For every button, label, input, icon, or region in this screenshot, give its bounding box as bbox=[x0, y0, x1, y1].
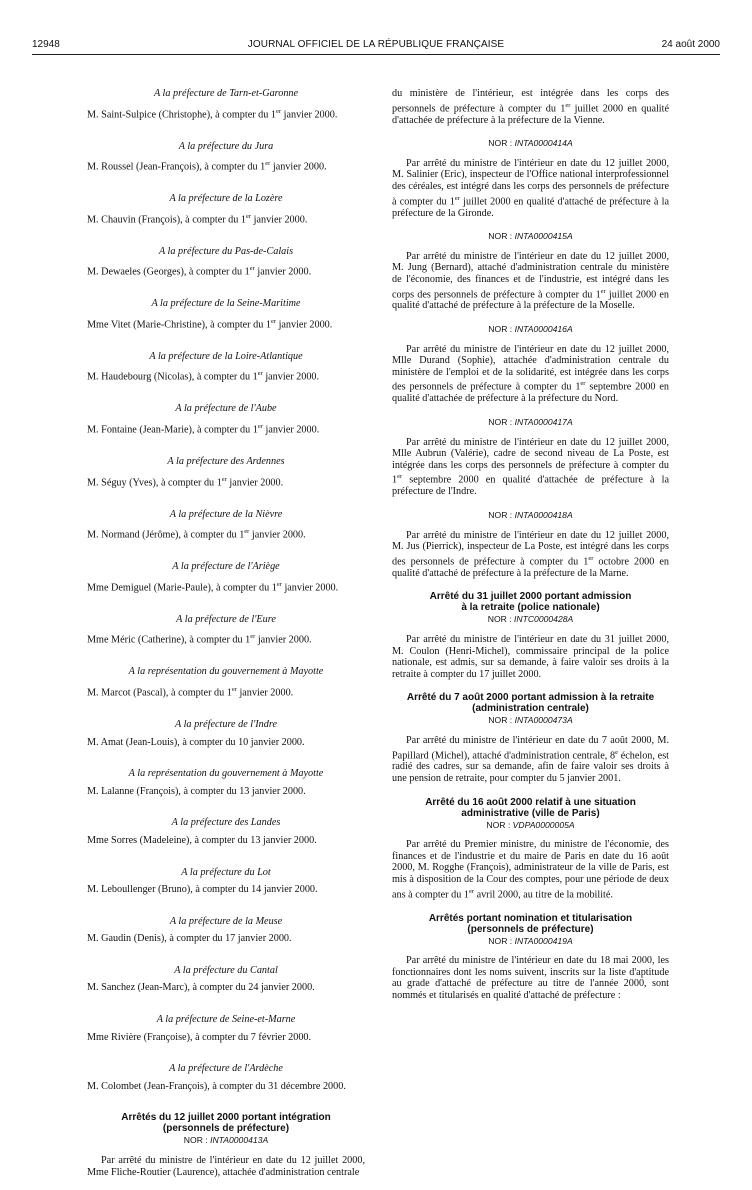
decree-paragraph: Par arrêté du ministre de l'intérieur en date du 18 mai 2000, les fonctionnaires dont les noms suivent, inscrits sur la liste d'aptitude au grade d'attaché de préfecture au titre de l'année 2000, sont nommés et titularisés en qualité d'attaché de préfecture : bbox=[392, 955, 669, 1001]
journal-title: JOURNAL OFFICIEL DE LA RÉPUBLIQUE FRANÇAISE bbox=[247, 39, 505, 50]
decree-paragraph: Par arrêté du ministre de l'intérieur en date du 12 juillet 2000, Mlle Aubrun (Valérie), cadre de second niveau de La Poste, est intégrée dans les corps des personnels de préfecture à compter du 1er septembre 2000 en qualité d'attachée de préfecture à la préfecture de l'Indre. bbox=[392, 436, 669, 498]
decree-paragraph: Par arrêté du ministre de l'intérieur en date du 12 juillet 2000, Mlle Durand (Sophie), attachée d'administration centrale du ministère de l'emploi et de la solidarité, est intégrée dans les corps des personnels de préfecture à compter du 1er septembre 2000 en qualité d'attachée de préfecture à la préfecture du Nord. bbox=[392, 343, 669, 405]
entry-text: M. Haudebourg (Nicolas), à compter du 1er janvier 2000. bbox=[87, 370, 320, 383]
decree-paragraph: Par arrêté du Premier ministre, du ministre de l'économie, des finances et de l'industrie et du maire de Paris en date du 16 août 2000, M. Rogghe (François), administrateur de la ville de Paris, est mis à disposition de la Cour des comptes, pour une période de deux ans à compter du 1er avril 2000, au titre de la mobilité. bbox=[392, 839, 669, 901]
entry-text: Mme Méric (Catherine), à compter du 1er janvier 2000. bbox=[87, 633, 312, 646]
nor-reference: NOR : INTA0000417A bbox=[488, 417, 573, 428]
entry-text: M. Dewaeles (Georges), à compter du 1er janvier 2000. bbox=[87, 265, 312, 278]
entry-text: M. Leboullenger (Bruno), à compter du 14 janvier 2000. bbox=[87, 884, 318, 896]
entry-heading: A la préfecture du Jura bbox=[178, 140, 274, 152]
section-title: Arrêté du 16 août 2000 relatif à une situation administrative (ville de Paris) bbox=[425, 796, 636, 819]
decree-paragraph: Par arrêté du ministre de l'intérieur en date du 12 juillet 2000, M. Jung (Bernard), attaché d'administration centrale du ministère de l'économie, des finances et de l'industrie, est intégré dans les corps des personnels de préfecture à compter du 1er juillet 2000 en qualité d'attaché de préfecture à la préfecture de la Moselle. bbox=[392, 250, 670, 312]
right-column bbox=[392, 88, 669, 1014]
entry-text: M. Roussel (Jean-François), à compter du 1er janvier 2000. bbox=[87, 160, 327, 173]
entry-heading: A la préfecture de Tarn-et-Garonne bbox=[153, 88, 299, 99]
nor-reference: NOR : INTA0000418A bbox=[488, 509, 573, 520]
entry-text: Mme Rivière (Françoise), à compter du 7 février 2000. bbox=[87, 1031, 312, 1043]
entry-heading: A la préfecture de l'Indre bbox=[175, 718, 277, 730]
entry-text: M. Lalanne (François), à compter du 13 janvier 2000. bbox=[87, 785, 306, 797]
entry-heading: A la préfecture de la Meuse bbox=[169, 915, 283, 927]
entry-text: M. Normand (Jérôme), à compter du 1er janvier 2000. bbox=[87, 528, 306, 541]
integration-decrees bbox=[392, 138, 669, 579]
entry-heading: A la représentation du gouvernement à Mayotte bbox=[128, 768, 324, 780]
entry-text: M. Séguy (Yves), à compter du 1er janvier 2000. bbox=[87, 475, 284, 489]
entry-text: M. Colombet (Jean-François), à compter du 31 décembre 2000. bbox=[87, 1080, 346, 1092]
left-column bbox=[87, 88, 365, 1190]
other-decrees bbox=[392, 591, 669, 1001]
nor-reference: NOR : INTA0000414A bbox=[488, 138, 573, 149]
section-title: Arrêtés portant nomination et titularisation (personnels de préfecture) bbox=[428, 912, 633, 935]
decree-paragraph: Par arrêté du ministre de l'intérieur en date du 12 juillet 2000, Mme Fliche-Routier (Laurence), attachée d'administration centrale bbox=[87, 1155, 365, 1178]
nor-reference: NOR : INTA0000416A bbox=[488, 324, 573, 335]
section-title: Arrêté du 31 juillet 2000 portant admission à la retraite (police nationale) bbox=[429, 591, 632, 614]
section-title: Arrêté du 7 août 2000 portant admission à la retraite (administration centrale) bbox=[406, 692, 655, 715]
entry-text: M. Fontaine (Jean-Marie), à compter du 1er janvier 2000. bbox=[87, 423, 320, 436]
entry-heading: A la préfecture de l'Ardèche bbox=[169, 1063, 283, 1075]
entry-text: M. Gaudin (Denis), à compter du 17 janvier 2000. bbox=[87, 933, 292, 945]
section-title: Arrêtés du 12 juillet 2000 portant intégration (personnels de préfecture) bbox=[121, 1112, 331, 1135]
entry-heading: A la préfecture des Landes bbox=[171, 817, 281, 829]
nor-reference: NOR : INTA0000419A bbox=[488, 935, 573, 946]
entry-text: Mme Vitet (Marie-Christine), à compter du 1er janvier 2000. bbox=[87, 317, 333, 331]
entry-heading: A la préfecture de Seine-et-Marne bbox=[156, 1014, 296, 1026]
entry-heading: A la préfecture du Lot bbox=[181, 866, 271, 878]
appointment-list bbox=[87, 88, 365, 1092]
issue-date: 24 août 2000 bbox=[661, 39, 720, 50]
entry-text: Mme Demiguel (Marie-Paule), à compter du 1er janvier 2000. bbox=[87, 580, 339, 594]
nor-reference: NOR : INTA0000415A bbox=[488, 231, 573, 242]
entry-heading: A la préfecture de la Seine-Maritime bbox=[151, 298, 301, 310]
nor-reference: NOR : INTA0000473A bbox=[488, 715, 573, 726]
page-header bbox=[32, 39, 720, 53]
entry-heading: A la préfecture de la Loire-Atlantique bbox=[149, 350, 303, 362]
decree-paragraph: Par arrêté du ministre de l'intérieur en date du 12 juillet 2000, M. Salinier (Eric), inspecteur de l'Office national interprofessionnel des céréales, est intégré dans les corps des personnels de préfecture à compter du 1er juillet 2000 en qualité d'attaché de préfecture à la préfecture de la Gironde. bbox=[392, 157, 669, 219]
entry-heading: A la préfecture de la Lozère bbox=[169, 193, 283, 205]
entry-heading: A la préfecture de l'Ariège bbox=[172, 561, 280, 573]
decree-paragraph: Par arrêté du ministre de l'intérieur en date du 12 juillet 2000, M. Jus (Pierrick), inspecteur de La Poste, est intégré dans les corps des personnels de préfecture à compter du 1er octobre 2000 en qualité d'attaché de préfecture à la préfecture de la Marne. bbox=[392, 529, 669, 579]
nor-reference: NOR : INTA0000413A bbox=[183, 1135, 269, 1146]
entry-text: Mme Sorres (Madeleine), à compter du 13 janvier 2000. bbox=[87, 834, 317, 846]
page-number: 12948 bbox=[32, 39, 60, 50]
entry-heading: A la préfecture du Cantal bbox=[174, 964, 278, 976]
entry-text: M. Marcot (Pascal), à compter du 1er janvier 2000. bbox=[87, 685, 294, 699]
decree-paragraph: Par arrêté du ministre de l'intérieur en date du 7 août 2000, M. Papillard (Michel), attaché d'administration centrale, 8e échelon, est radié des cadres, sur sa demande, afin de faire valoir ses droits à une pension de retraite, pour compter du 5 janvier 2001. bbox=[392, 734, 669, 785]
entry-text: M. Amat (Jean-Louis), à compter du 10 janvier 2000. bbox=[87, 736, 305, 748]
section-integration bbox=[87, 1112, 365, 1178]
entry-heading: A la préfecture du Pas-de-Calais bbox=[158, 245, 294, 257]
continued-paragraph: du ministère de l'intérieur, est intégrée dans les corps des personnels de préfecture à compter du 1er juillet 2000 en qualité d'attachée de préfecture à la préfecture de la Vienne. bbox=[392, 88, 669, 126]
entry-text: M. Sanchez (Jean-Marc), à compter du 24 janvier 2000. bbox=[87, 982, 315, 994]
entry-text: M. Chauvin (François), à compter du 1er janvier 2000. bbox=[87, 212, 308, 226]
header-rule bbox=[32, 54, 720, 55]
entry-heading: A la préfecture de l'Eure bbox=[176, 613, 276, 625]
entry-heading: A la préfecture des Ardennes bbox=[167, 456, 285, 468]
entry-heading: A la préfecture de la Nièvre bbox=[169, 508, 283, 520]
nor-reference: NOR : VDPA0000005A bbox=[486, 819, 575, 830]
entry-text: M. Saint-Sulpice (Christophe), à compter du 1er janvier 2000. bbox=[87, 107, 338, 120]
decree-paragraph: Par arrêté du ministre de l'intérieur en date du 31 juillet 2000, M. Coulon (Henri-Michel), commissaire principal de la police nationale, est admis, sur sa demande, à faire valoir ses droits à la retraite à compter du 17 juillet 2000. bbox=[392, 633, 669, 680]
entry-heading: A la préfecture de l'Aube bbox=[175, 403, 277, 415]
nor-reference: NOR : INTC0000428A bbox=[487, 614, 574, 625]
entry-heading: A la représentation du gouvernement à Mayotte bbox=[128, 666, 324, 678]
